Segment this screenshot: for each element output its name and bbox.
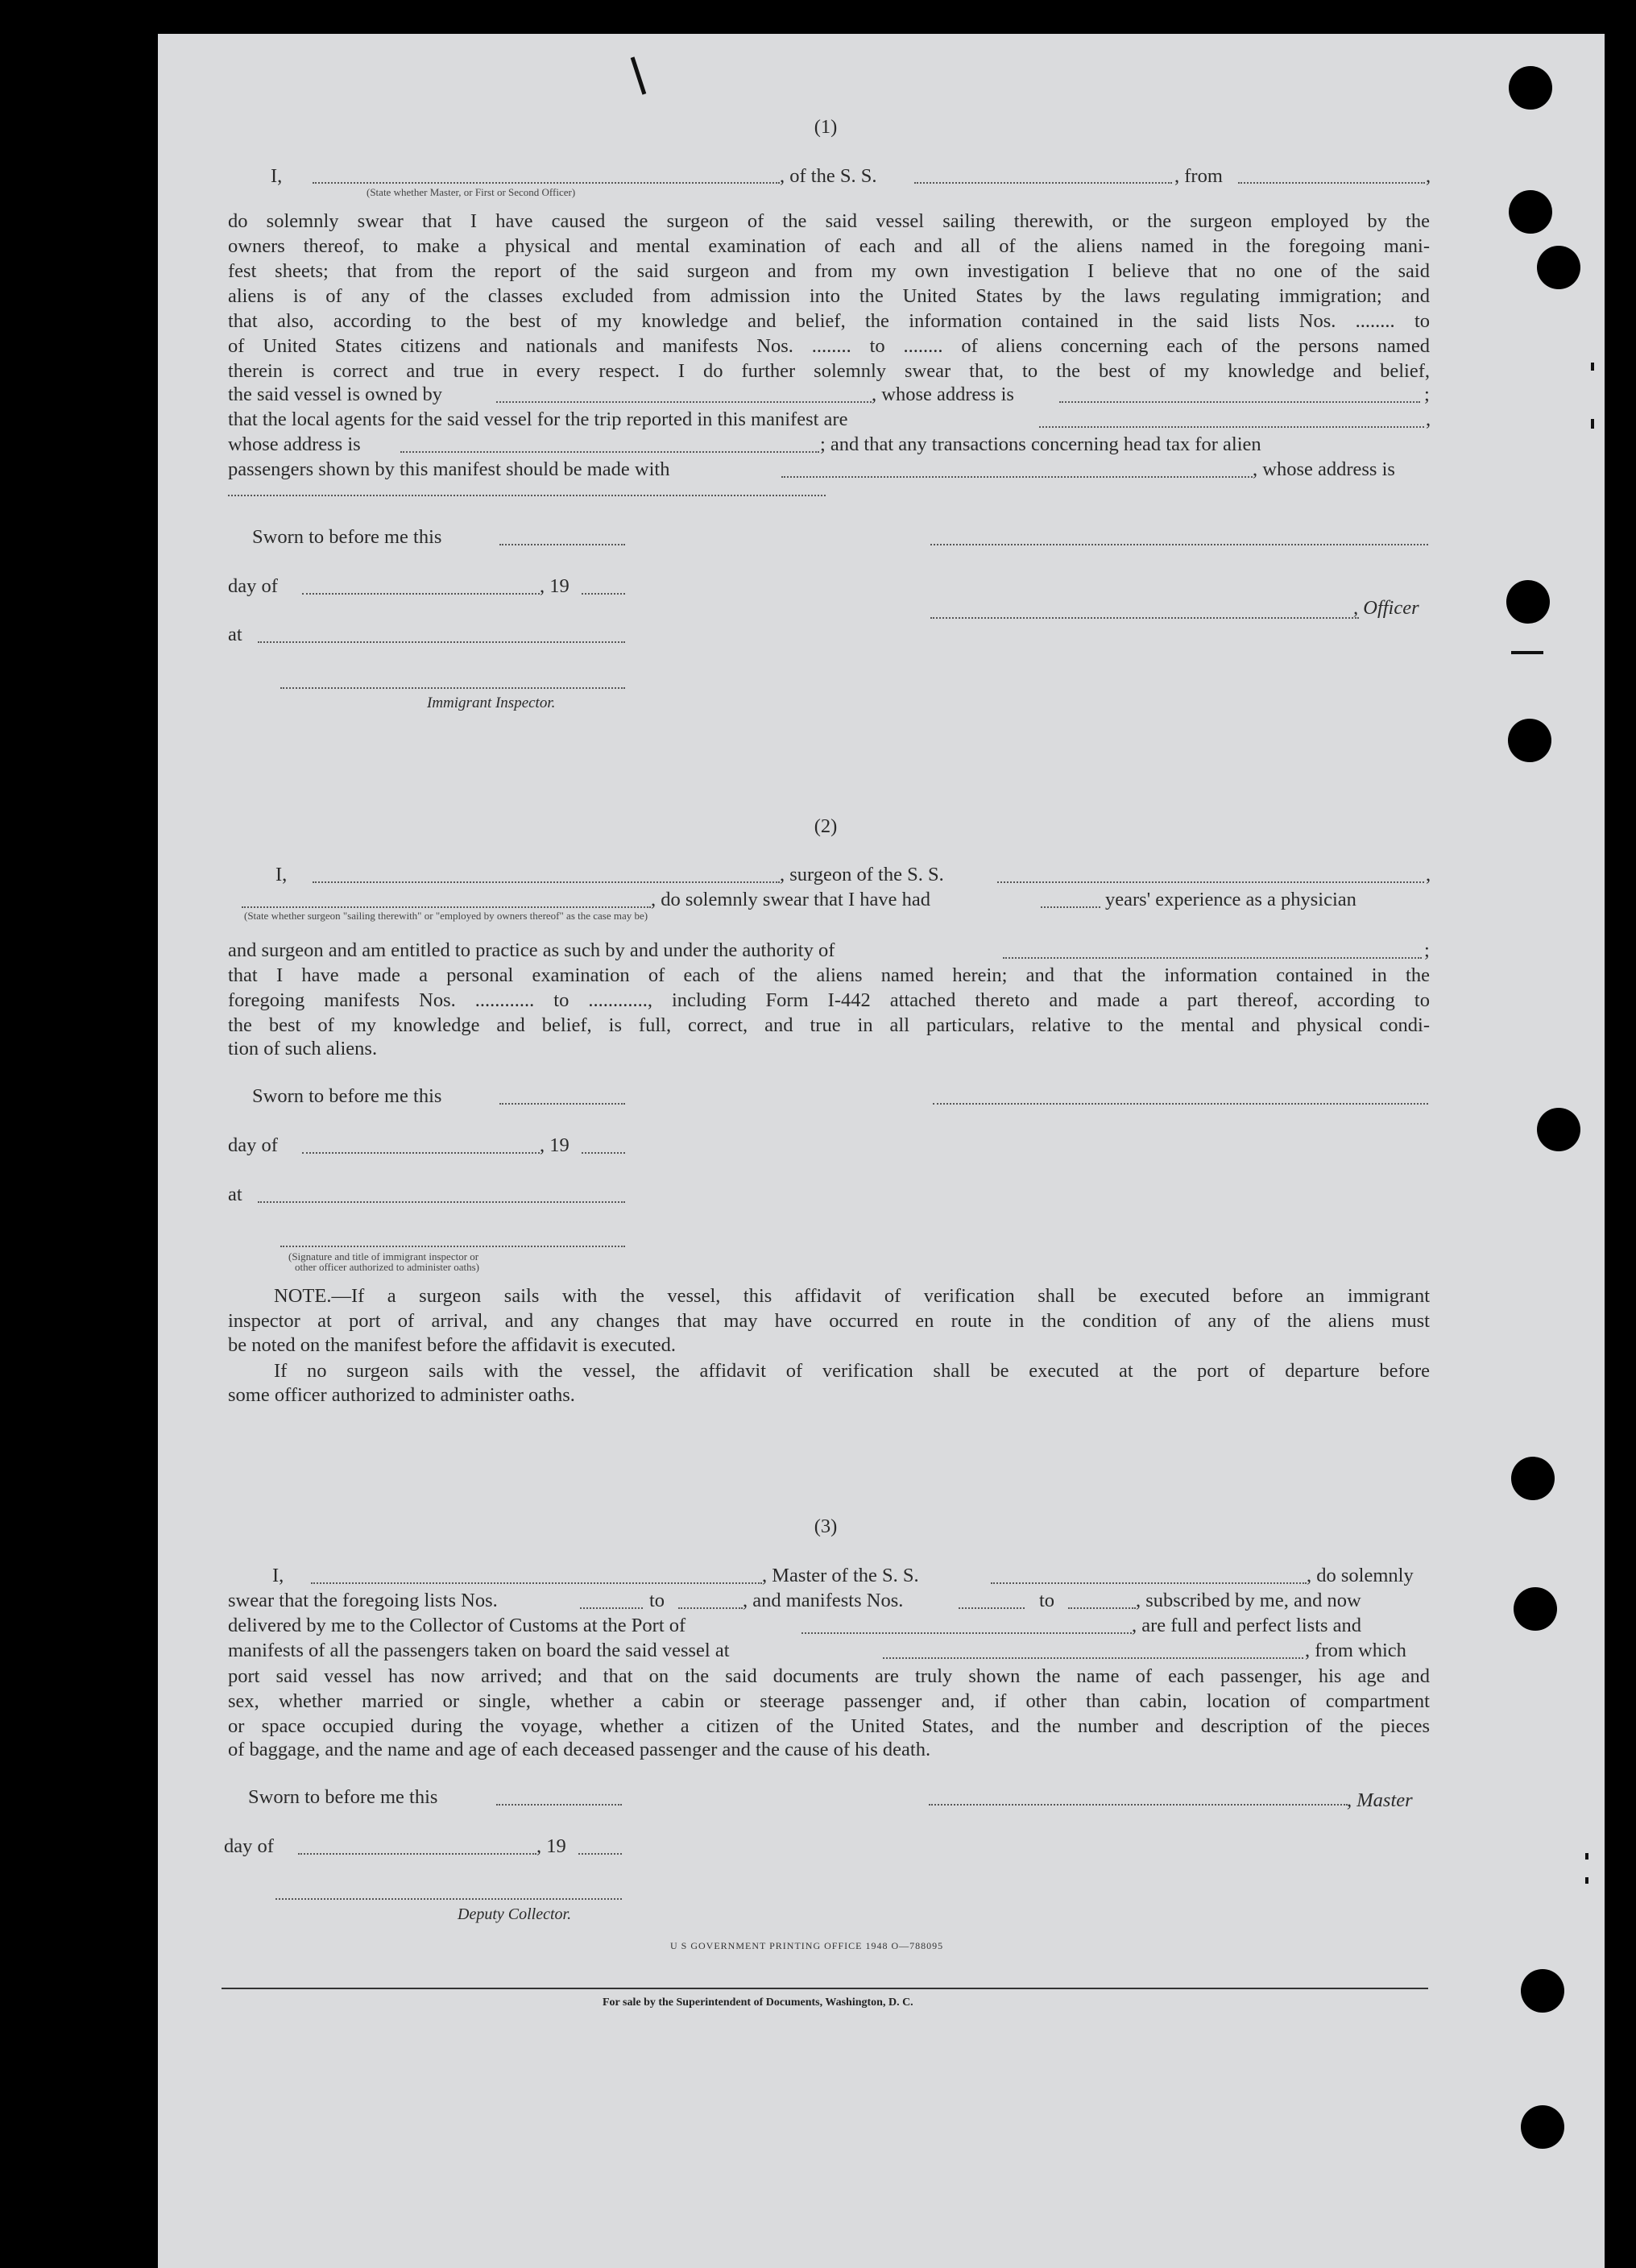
for-sale-line: For sale by the Superintendent of Documents, Washington, D. C. (603, 1996, 913, 2009)
at-label: at (228, 1184, 242, 1205)
boarding-port-field[interactable] (883, 1657, 1303, 1659)
head-tax-label: ; and that any transactions concerning head tax for alien (820, 433, 1261, 455)
deputy-signature-field[interactable] (275, 1898, 622, 1900)
sworn-label: Sworn to before me this (252, 526, 442, 548)
solemnly-label: , do solemnly (1307, 1565, 1414, 1586)
oath-line: port said vessel has now arrived; and that on the said documents are truly shown the name of each passenger, his age and (228, 1665, 1430, 1687)
sworn-label: Sworn to before me this (252, 1085, 442, 1107)
whose-address-label: , whose address is (1253, 458, 1395, 480)
punch-hole (1506, 580, 1550, 624)
subscribed-label: , subscribed by me, and now (1136, 1590, 1361, 1611)
owned-by-label: the said vessel is owned by (228, 384, 443, 405)
master-signature-field[interactable] (929, 1804, 1348, 1806)
master-of-label: , Master of the S. S. (762, 1565, 919, 1586)
oath-line: foregoing manifests Nos. ............ to ............, including Form I-442 attached thereto and made a part thereof, according to (228, 989, 1430, 1011)
master-name-field[interactable] (311, 1582, 762, 1584)
scan-mark (1511, 651, 1543, 654)
years-field[interactable] (1041, 906, 1100, 908)
passengers-label: passengers shown by this manifest should be made with (228, 458, 670, 480)
surgeon-of-label: , surgeon of the S. S. (780, 864, 944, 885)
oath-line: therein is correct and true in every respect. I do further solemnly swear that, to the best of my knowledge and belief, (228, 360, 1430, 382)
officer-name-field[interactable] (313, 182, 780, 184)
punch-hole (1509, 66, 1552, 110)
scan-mark (1591, 363, 1594, 371)
years-label: years' experience as a physician (1105, 889, 1356, 910)
oath-line: of baggage, and the name and age of each deceased passenger and the cause of his death. (228, 1739, 931, 1760)
punch-hole (1537, 246, 1580, 289)
i-label: I, (275, 864, 288, 885)
surgeon-status-field[interactable] (242, 906, 651, 908)
vessel-name-field[interactable] (914, 182, 1172, 184)
month-field[interactable] (298, 1853, 536, 1855)
year-field[interactable] (582, 593, 625, 595)
section-3-number: (3) (814, 1515, 838, 1537)
to-label: to (649, 1590, 665, 1611)
month-field[interactable] (302, 593, 540, 595)
from-label: , from (1174, 165, 1223, 187)
officer-label: , Officer (1353, 597, 1419, 619)
from-port-field[interactable] (1238, 182, 1425, 184)
lists-label: swear that the foregoing lists Nos. (228, 1590, 498, 1611)
master-label: , Master (1347, 1789, 1413, 1811)
to-label: to (1039, 1590, 1055, 1611)
footer-rule (222, 1988, 1428, 1989)
sworn-date-field[interactable] (496, 1804, 622, 1806)
contact-address-field[interactable] (228, 495, 826, 496)
collector-label: delivered by me to the Collector of Customs at the Port of (228, 1615, 686, 1636)
oath-line: do solemnly swear that I have caused the surgeon of the said vessel sailing therewith, or the surgeon employed by the (228, 210, 1430, 232)
place-field[interactable] (258, 641, 625, 643)
punch-hole (1508, 719, 1551, 762)
lists-to-field[interactable] (678, 1607, 743, 1609)
port-field[interactable] (801, 1632, 1132, 1634)
scan-mark (1585, 1877, 1588, 1884)
oath-line: the best of my knowledge and belief, is full, correct, and true in all particulars, relative to the mental and physical condi- (228, 1014, 1430, 1036)
inspector-label: Immigrant Inspector. (427, 694, 556, 711)
oath-line: of United States citizens and nationals and manifests Nos. ........ to ........ of aliens concerning each of the persons named (228, 335, 1430, 357)
semicolon: ; (1424, 939, 1430, 961)
authority-field[interactable] (1003, 957, 1422, 959)
day-of-label: day of (228, 575, 278, 597)
manifests-from-field[interactable] (959, 1607, 1025, 1609)
deputy-collector-label: Deputy Collector. (458, 1905, 572, 1923)
scan-mark (1585, 1853, 1588, 1860)
year-label: , 19 (540, 1134, 569, 1156)
punch-hole (1511, 1457, 1555, 1500)
section-2-number: (2) (814, 815, 838, 837)
surgeon-signature-field[interactable] (933, 1103, 1428, 1105)
oath-line: that also, according to the best of my knowledge and belief, the information contained in the said lists Nos. ........ to (228, 310, 1430, 332)
note-line: be noted on the manifest before the affidavit is executed. (228, 1334, 677, 1356)
punch-hole (1521, 1969, 1564, 2013)
section-1-number: (1) (814, 116, 838, 138)
note-line: inspector at port of arrival, and any changes that may have occurred en route in the condition of any of the aliens must (228, 1310, 1430, 1332)
of-ss-label: , of the S. S. (780, 165, 877, 187)
officer-signature-field[interactable] (930, 544, 1428, 545)
officer-title-field[interactable] (930, 617, 1359, 619)
signature-note: (Signature and title of immigrant inspector or (288, 1250, 479, 1263)
swear-label: , do solemnly swear that I have had (651, 889, 930, 910)
punch-hole (1514, 1587, 1557, 1631)
sworn-date-field[interactable] (499, 544, 625, 545)
head-tax-contact-field[interactable] (781, 476, 1253, 478)
full-perfect-label: , are full and perfect lists and (1132, 1615, 1362, 1636)
year-label: , 19 (540, 575, 569, 597)
semicolon: ; (1424, 384, 1430, 405)
oath-line: fest sheets; that from the report of the said surgeon and from my own investigation I believe that no one of the said (228, 260, 1430, 282)
local-agents-field[interactable] (1039, 426, 1424, 428)
surgeon-name-field[interactable] (313, 881, 780, 883)
oath-line: or space occupied during the voyage, whether a citizen of the United States, and the number and description of the pieces (228, 1715, 1430, 1737)
whose-address-label: whose address is (228, 433, 361, 455)
at-label: at (228, 624, 242, 645)
surgeon-status-note: (State whether surgeon "sailing therewith" or "employed by owners thereof" as the case may be) (244, 910, 648, 922)
comma: , (1426, 408, 1431, 430)
punch-hole (1509, 190, 1552, 234)
punch-hole (1521, 2105, 1564, 2149)
oath-line: owners thereof, to make a physical and mental examination of each and all of the aliens named in the foregoing mani- (228, 235, 1430, 257)
vessel-name-field[interactable] (991, 1582, 1307, 1584)
inspector-signature-field[interactable] (280, 687, 625, 689)
lists-from-field[interactable] (580, 1607, 643, 1609)
day-of-label: day of (224, 1835, 274, 1857)
comma: , (1426, 864, 1431, 885)
sworn-date-field[interactable] (499, 1103, 625, 1105)
note-line: some officer authorized to administer oaths. (228, 1384, 575, 1406)
owner-address-field[interactable] (1059, 401, 1420, 403)
oath-line: that I have made a personal examination of each of the aliens named herein; and that the information contained in the (228, 964, 1430, 986)
manifests-label: , and manifests Nos. (743, 1590, 904, 1611)
taken-on-board-label: manifests of all the passengers taken on board the said vessel at (228, 1640, 730, 1661)
i-label: I, (272, 1565, 284, 1586)
year-field[interactable] (578, 1853, 622, 1855)
scan-mark (1591, 419, 1594, 429)
vessel-name-field[interactable] (997, 881, 1424, 883)
oath-line: aliens is of any of the classes excluded from admission into the United States by the laws regulating immigration; and (228, 285, 1430, 307)
note-line: NOTE.—If a surgeon sails with the vessel, this affidavit of verification shall be executed before an immigrant (274, 1285, 1430, 1307)
authority-label: and surgeon and am entitled to practice as such by and under the authority of (228, 939, 835, 961)
inspector-signature-field[interactable] (280, 1246, 625, 1247)
signature-note: other officer authorized to administer oaths) (295, 1261, 479, 1273)
place-field[interactable] (258, 1201, 625, 1203)
whose-address-label: , whose address is (872, 384, 1014, 405)
i-label: I, (271, 165, 283, 187)
sworn-label: Sworn to before me this (248, 1786, 438, 1808)
printing-office-line: U S GOVERNMENT PRINTING OFFICE 1948 O—788095 (670, 1940, 944, 1951)
note-line: If no surgeon sails with the vessel, the affidavit of verification shall be executed at the port of departure before (274, 1360, 1430, 1382)
agents-address-field[interactable] (400, 451, 819, 453)
year-label: , 19 (536, 1835, 566, 1857)
oath-line: tion of such aliens. (228, 1038, 378, 1059)
manifests-to-field[interactable] (1068, 1607, 1136, 1609)
punch-hole (1537, 1108, 1580, 1151)
year-field[interactable] (582, 1152, 625, 1154)
oath-line: sex, whether married or single, whether a cabin or steerage passenger and, if other than cabin, location of compartment (228, 1690, 1430, 1712)
comma: , (1426, 165, 1431, 187)
day-of-label: day of (228, 1134, 278, 1156)
month-field[interactable] (302, 1152, 540, 1154)
from-which-label: , from which (1305, 1640, 1406, 1661)
officer-rank-note: (State whether Master, or First or Second Officer) (367, 186, 576, 198)
local-agents-label: that the local agents for the said vessel for the trip reported in this manifest are (228, 408, 848, 430)
owner-field[interactable] (496, 401, 872, 403)
